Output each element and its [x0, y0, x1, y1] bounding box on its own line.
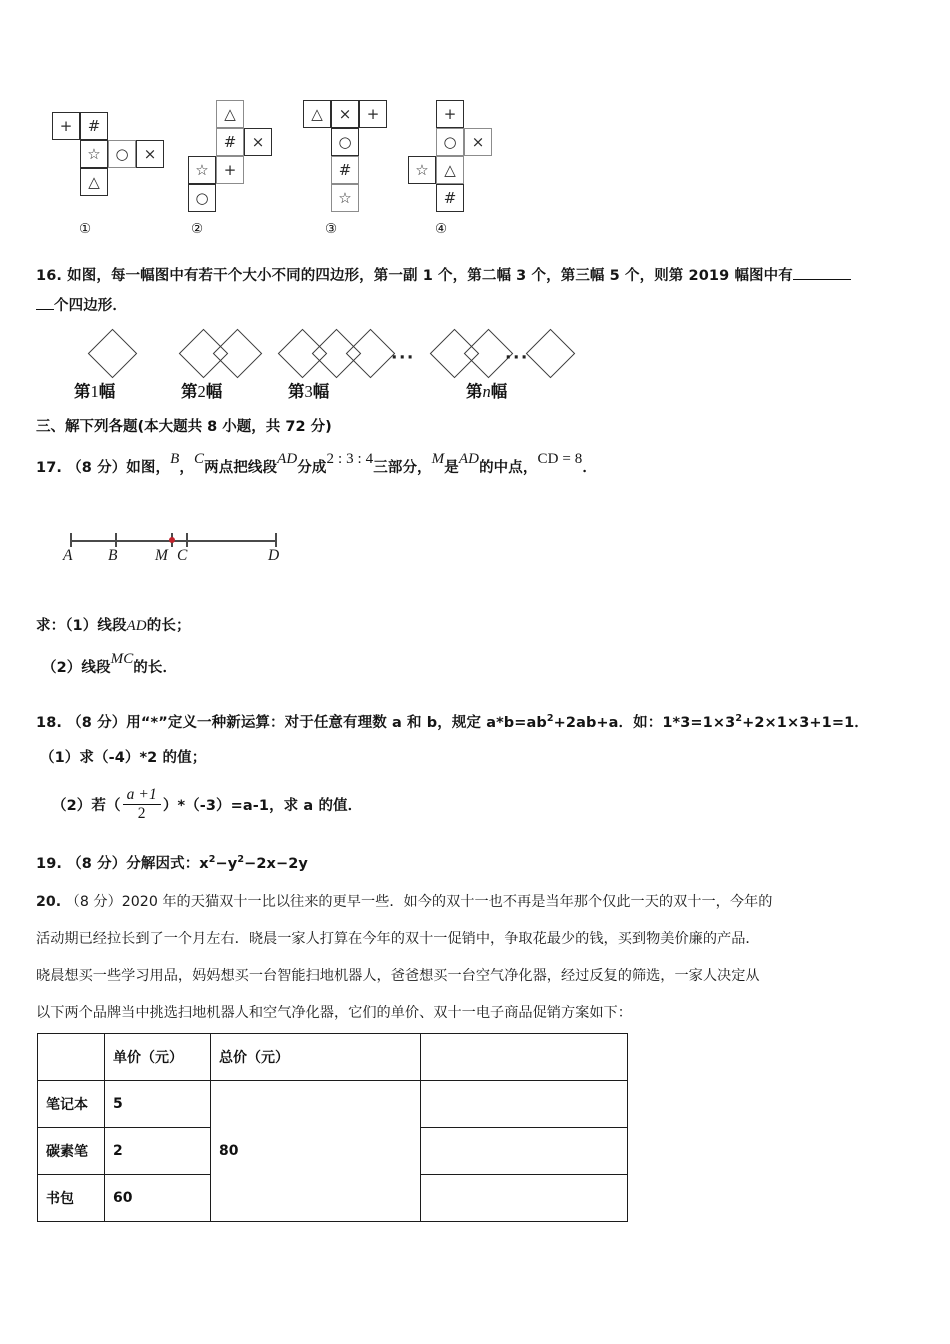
caption-suffix: 幅	[205, 382, 223, 401]
rhombus-caption-2	[181, 378, 222, 402]
q17-text-4: 三部分，	[373, 460, 432, 476]
goods-price-table	[37, 1033, 628, 1222]
q17-score: （8 分）	[67, 460, 127, 476]
question-20-line2	[36, 921, 922, 958]
question-20-line1	[36, 884, 922, 921]
fraction-a-plus-1-over-2	[123, 786, 161, 822]
net-cell: #	[80, 112, 108, 140]
number-line-label-B: B	[108, 547, 118, 564]
q17-var-C: C	[193, 451, 205, 467]
q17-text-1: 如图，	[126, 460, 171, 476]
net-label-2: ②	[190, 221, 204, 237]
q17-period: ．	[582, 460, 597, 476]
net-cell: +	[359, 100, 387, 128]
net-cell: △	[303, 100, 331, 128]
q17-text-6: 的中点，	[479, 460, 538, 476]
item-name-pen: 碳素笔	[38, 1128, 105, 1175]
question-17-text	[36, 450, 926, 486]
net-cell: ×	[244, 128, 272, 156]
q17-cd-equation: CD = 8	[537, 451, 583, 467]
table-cell-empty-2	[421, 1128, 628, 1175]
net-cell: ○	[108, 140, 136, 168]
question-18-part2	[52, 788, 362, 824]
caption-number: n	[482, 382, 491, 401]
net-cell: +	[216, 156, 244, 184]
net-cell: #	[216, 128, 244, 156]
item-name-notebook: 笔记本	[38, 1081, 105, 1128]
table-row	[38, 1081, 628, 1128]
table-header-cell-empty	[421, 1034, 628, 1081]
number-line-tick-B	[115, 533, 117, 547]
caption-suffix: 幅	[490, 382, 508, 401]
number-line-label-C: C	[177, 547, 188, 564]
net-cell: ☆	[80, 140, 108, 168]
question-18-part1: （1）求（-4）*2 的值；	[40, 750, 207, 766]
q18-sub2-a: （2）若（	[52, 798, 121, 814]
point-marker-M	[169, 537, 175, 543]
number-line-label-D: D	[268, 547, 280, 564]
q20-line1: （8 分）2020 年的天猫双十一比以往来的更早一些．如今的双十一也不再是当年那个仅此一天的双十一，今年的	[65, 894, 773, 910]
q17-sub2-a: （2）线段	[42, 660, 111, 676]
q17-text-5: 是	[444, 460, 459, 476]
question-17-part1	[36, 608, 191, 644]
number-line-label-M: M	[155, 547, 168, 564]
q18-line1-c: +2×1×3+1=1．	[742, 715, 869, 731]
q16-number: 16.	[36, 268, 62, 284]
q18-line1-a: （8 分）用“*”定义一种新运算：对于任意有理数 a 和 b，规定 a*b=ab	[67, 715, 547, 731]
caption-number: 1	[90, 382, 99, 401]
caption-prefix: 第	[181, 382, 198, 401]
q18-number: 18.	[36, 715, 62, 731]
table-cell-empty-3	[421, 1175, 628, 1222]
rhombus-shape	[346, 329, 395, 378]
item-price-bag: 60	[105, 1175, 211, 1222]
series-ellipsis-1: ···	[391, 348, 415, 368]
net-label-4: ④	[434, 221, 448, 237]
net-label-3: ③	[324, 221, 338, 237]
number-line-tick-D	[275, 533, 277, 547]
item-name-bag: 书包	[38, 1175, 105, 1222]
q19-exponent-2: 2	[237, 854, 245, 866]
question-16-line2	[36, 288, 920, 324]
answer-blank-cont[interactable]	[36, 296, 54, 310]
table-header-row	[38, 1034, 628, 1081]
question-17-part2	[42, 650, 177, 686]
caption-prefix: 第	[74, 382, 91, 401]
q19-text-a: （8 分）分解因式：x	[67, 856, 209, 872]
net-cell: ○	[188, 184, 216, 212]
caption-number: 3	[304, 382, 313, 401]
net-cell: △	[216, 100, 244, 128]
q19-number: 19.	[36, 856, 62, 872]
q17-ratio: 2 : 3 : 4	[326, 451, 374, 467]
net-label-1: ①	[78, 221, 92, 237]
number-line-label-A: A	[63, 547, 73, 564]
q18-exponent-1: 2	[546, 713, 554, 725]
section-3-heading: 三、解下列各题(本大题共 8 小题，共 72 分)	[36, 419, 332, 435]
q17-var-AD2: AD	[458, 451, 480, 467]
net-cell: ☆	[331, 184, 359, 212]
item-price-notebook: 5	[105, 1081, 211, 1128]
rhombus-caption-n	[466, 378, 507, 402]
q19-text-c: −2x−2y	[244, 856, 308, 872]
net-cell: +	[52, 112, 80, 140]
net-cell: △	[80, 168, 108, 196]
total-price-cell: 80	[211, 1081, 421, 1222]
q17-var-AD: AD	[277, 451, 298, 467]
q16-line1: 如图，每一幅图中有若干个大小不同的四边形，第一副 1 个，第二幅 3 个，第三幅 5 个，则第 2019 幅图中有	[67, 268, 793, 284]
q17-ask: 求：（1）线段	[36, 618, 127, 634]
number-line-tick-C	[186, 533, 188, 547]
net-cell: ☆	[408, 156, 436, 184]
q17-var-M: M	[431, 451, 445, 467]
net-cell: ○	[331, 128, 359, 156]
series-ellipsis-2: ···	[505, 348, 529, 368]
net-cell: #	[331, 156, 359, 184]
q17-sub2-b: 的长．	[133, 660, 178, 676]
q19-exponent-1: 2	[208, 854, 216, 866]
rhombus-caption-3	[288, 378, 329, 402]
net-cell: ○	[436, 128, 464, 156]
caption-suffix: 幅	[312, 382, 330, 401]
q17-sub2-var: MC	[110, 651, 134, 667]
caption-prefix: 第	[288, 382, 305, 401]
table-header-unit-price: 单价（元）	[105, 1034, 211, 1081]
q17-number: 17.	[36, 460, 62, 476]
q20-line2: 活动期已经拉长到了一个月左右．晓晨一家人打算在今年的双十一促销中，争取花最少的钱，买到物美价廉的产品．	[36, 931, 760, 947]
q19-text-b: −y	[215, 856, 238, 872]
q17-var-B: B	[170, 451, 180, 467]
net-cell: +	[436, 100, 464, 128]
q17-ask-tail: 的长；	[146, 618, 191, 634]
net-cell: #	[436, 184, 464, 212]
q20-number: 20.	[36, 894, 62, 910]
question-20-line4	[36, 995, 922, 1032]
question-20-line3	[36, 958, 922, 995]
item-price-pen: 2	[105, 1128, 211, 1175]
question-18-text	[36, 705, 926, 741]
answer-blank[interactable]	[793, 266, 851, 280]
table-header-cell-blank	[38, 1034, 105, 1081]
caption-suffix: 幅	[98, 382, 116, 401]
caption-number: 2	[197, 382, 206, 401]
q16-line2-label: 个四边形．	[54, 298, 127, 314]
net-cell: ×	[331, 100, 359, 128]
q17-comma: ，	[179, 460, 194, 476]
caption-prefix: 第	[466, 382, 483, 401]
q17-ask-var: AD	[126, 618, 147, 634]
table-cell-empty-1	[421, 1081, 628, 1128]
net-cell: △	[436, 156, 464, 184]
number-line-tick-A	[70, 533, 72, 547]
q20-line3: 晓晨想买一些学习用品，妈妈想买一台智能扫地机器人，爸爸想买一台空气净化器，经过反复的筛选，一家人决定从	[36, 968, 760, 984]
fraction-numerator: a +1	[126, 786, 157, 804]
q17-text-3: 分成	[297, 460, 327, 476]
net-cell: ×	[136, 140, 164, 168]
rhombus-shape	[213, 329, 262, 378]
q20-line4: 以下两个品牌当中挑选扫地机器人和空气净化器，它们的单价、双十一电子商品促销方案如下：	[36, 1005, 632, 1021]
net-cell: ×	[464, 128, 492, 156]
fraction-denominator: 2	[123, 804, 161, 822]
table-header-total-price: 总价（元）	[211, 1034, 421, 1081]
q18-exponent-2: 2	[735, 713, 743, 725]
question-19-text	[36, 846, 308, 882]
q18-sub2-b: ）*（-3）=a-1，求 a 的值．	[162, 798, 363, 814]
rhombus-caption-1	[74, 378, 115, 402]
rhombus-shape	[88, 329, 137, 378]
rhombus-shape	[526, 329, 575, 378]
q18-line1-b: +2ab+a．如：1*3=1×3	[553, 715, 736, 731]
q17-text-2: 两点把线段	[204, 460, 278, 476]
net-cell: ☆	[188, 156, 216, 184]
